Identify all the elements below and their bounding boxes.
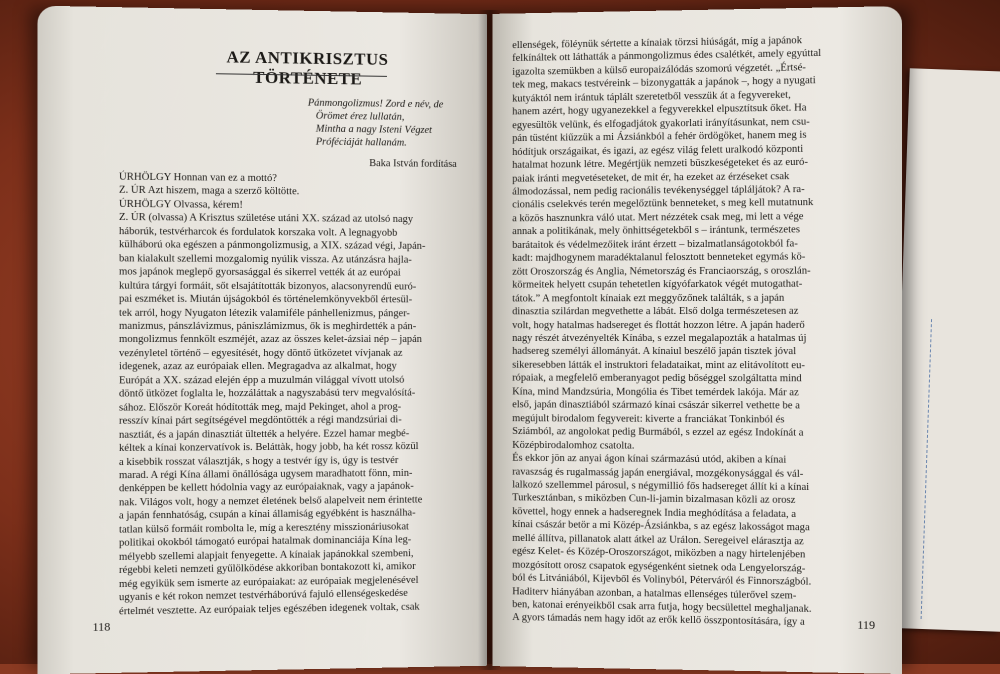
text-line: megújult birodalom fegyvereit: kiverte a franciákat Tonkinból és [512, 412, 785, 426]
text-line: mos japánok meglepő gyorsasággal és sikerrel vették át az európai [118, 266, 401, 279]
text-line: még egyikük sem ismerte az európaiakat: az európaiak megjelenésével [118, 574, 419, 590]
text-line: egész Kelet- és Közép-Oroszországot, miközben a nagy hirtelenjében [512, 546, 806, 561]
text-line: hatalmat hozunk létre. Megértjük nemzeti büszkeségeteket és az euró- [512, 156, 808, 171]
text-line: lalkozó szellemmel párosul, s négymillió fős hadsereget állít ki a kínai [512, 479, 810, 493]
text-line: vezényletel történő – egyesítését, hogy döntő ütközetet vívjanak az [118, 347, 403, 360]
motto [308, 97, 485, 151]
text-line: tek meg, makacs testvéreink – bizonygatták a japánok –, hogy a nyugati [512, 75, 816, 92]
text-line: mongolizmus fennkölt eszméjét, azaz az összes kelet-ázsiai nép – japán [118, 334, 422, 346]
text-line: denképpen be kellett hódolnia vagy az európaiaknak, vagy a japánok- [118, 481, 414, 495]
text-line: Európát a XX. század elején épp a muzulmán világgal vívott utolsó [118, 374, 405, 387]
text-line: hódítjuk országaikat, és igazi, az egész világ felett uralkodó központi [512, 143, 804, 158]
text-line: értelmét vesztette. Az európaiak teljes egészében idegenek voltak, csak [118, 601, 420, 617]
text-line: rópaiak, a megfelelő emberanyagot pedig bőséggel szolgáltatta mind [512, 372, 802, 385]
text-line: kutyáktól nem irántuk táplált szeretetből vesszük át a fegyvereket, [512, 89, 791, 105]
text-line: kéltek a kínai konzervatívok is. Beláttàk, hogy jobb, ha két rossz közül [118, 441, 419, 455]
text-line: annak a politikának, mely önhittségetekből s – irántunk, természetes [512, 224, 800, 238]
text-line: körmeitek helyett csupán tehetetlen kígyófarkatok végét mutogathat- [512, 278, 803, 291]
text-line: ravaszság és rugalmasság japán energiával, mozgékonysággal és vál- [512, 466, 804, 480]
text-line: igazolta szemükben a külső europaizálódás szomorú végzetét. „Értsé- [512, 62, 806, 78]
text-line: barátaitok és védelmezőitek iránt érzett – bizalmatlanságotokból fa- [512, 238, 798, 251]
motto-line: Pánmongolizmus! Zord e név, de [307, 97, 444, 111]
text-line: cionális cselekvés terén megelőztünk benneteket, s meg kell mutatnunk [512, 197, 814, 211]
text-line: tátok.” A megfontolt kínaiak ezt meggyőzőnek találták, s a japán [512, 292, 785, 304]
text-line: manizmus, pánszlávizmus, pániszlámizmus, ők is meghirdették a pán- [118, 320, 417, 333]
text-line: pán tüstént kiűzzük a mi Ázsiánkból a fehér ördögöket, hanem meg is [512, 129, 807, 145]
text-line: hanem azért, hogy ugyanezekkel a fegyverekkel elpusztítsuk őket. Ha [512, 102, 807, 118]
text-line: háborúk, testvérharcok és fordulatok korszaka volt. A legnagyobb [118, 225, 398, 239]
text-line: Z. ÚR (olvassa) A Krisztus születése utáni XX. század az utolsó nagy [118, 212, 414, 226]
text-line: kínai császár betör a mi Közép-Ázsiánkba, s az egész lakosságot maga [512, 519, 810, 534]
text-line: külháború oka egészen a pánmongolizmusig, a XIX. század végi, Japán- [118, 239, 426, 253]
text-line: nagy részét átvezényelték Kínába, s ezzel megalapozták a hatalmas új [512, 332, 807, 344]
text-line: a japán fennhatóság, csupán a kínai államiság egyébként is használha- [118, 507, 416, 522]
right-body-text [512, 33, 887, 632]
text-line: sához. Először Koreát hódították meg, majd Pekinget, ahol a prog- [118, 401, 402, 414]
text-line: ben, katonai erényeikből csak arra futja, hogy becsülettel meghaljanak. [512, 599, 812, 615]
text-line: Z. ÚR Azt hiszem, maga a szerző költötte. [118, 185, 300, 198]
motto-line: Örömet érez lullatán, [315, 110, 405, 123]
text-line: tatlan külső formáit rombolta le, míg a keresztény misszionáriusokat [118, 521, 409, 536]
text-line: Sziámból, az angolokat pedig Burmából, s ezzel az egész Indokínát a [512, 426, 804, 439]
text-line: mélyebb szellemi alapjait fenyegette. A kínaiak japánokkal szembeni, [118, 547, 414, 563]
page-number-left: 118 [92, 619, 111, 634]
text-line: Középbirodalomhoz csatolta. [512, 439, 635, 452]
text-line: kadt: majdhogynem maradéktalanul felosztott benneteket egymás kö- [512, 251, 806, 265]
text-line: ugyanis e két rokon nemzet testvérháborúvá fajuló ellenségeskedése [118, 587, 408, 604]
text-line: mozgósított orosz csapatok egységenként sietnek oda Lengyelország- [512, 559, 806, 575]
text-line: ban kialakult szellemi mozgalomig nyúlik vissza. Az utánzásra hajla- [118, 252, 412, 266]
text-line: ból és Litvániából, Kijevből és Volinyból, Péterváról és Finnországból. [512, 572, 812, 588]
text-line: régebbi keleti nemzeti gyűlölködése akkoriban bontakozott ki, amikor [118, 561, 416, 577]
text-line: volt, hogy hatalmas hadsereget és flottát hozzon létre. A japán haderő [512, 319, 805, 331]
text-line: nasztiát, és a japán dinasztiát ültették a helyére. Ezzel hamar megbé- [118, 427, 410, 441]
left-body-text [119, 171, 487, 619]
text-line: felkínáltek ott láthatták a pánmongolizmus édes csalétkét, amely egyúttal [512, 48, 822, 65]
text-line: álmodozással, nem pedig racionális tevékenységgel tápláljátok? A ra- [512, 183, 805, 198]
text-line: zött Oroszország és Anglia, Németország és Franciaország, s oroszlán- [512, 265, 811, 278]
text-line: ÚRHÖLGY Honnan van ez a mottó? [118, 171, 277, 185]
text-line: Haditerv hiányában azonban, a hatalmas ellenséges túlerővel szem- [512, 585, 797, 602]
text-line: politikai okokból támogató európai hatalmak dominanciája Kína leg- [118, 534, 412, 549]
text-line: tek arról, hogy Nyugaton létezik valamiféle pánhellenizmus, pánger- [118, 307, 410, 319]
text-line: kultúra tárgyi formáit, sőt elsajátították bizonyos, alacsonyrendű euró- [118, 280, 417, 293]
text-line: dinasztia szilárdan megvethette a lábát. Első dolga természetesen az [512, 305, 799, 318]
text-line: nak. Világos volt, hogy a nemzet életének belső alapelveit nem érintette [118, 494, 423, 509]
text-line: Kína, mind Mandzsúria, Mongólia és Tibet temérdek lakója. Már az [512, 386, 799, 399]
text-line: mellé állítva, pillanatok alatt átkel az Urálon. Seregeivel elárasztja az [512, 532, 804, 548]
left-page [37, 6, 486, 674]
page-number-right: 119 [857, 617, 876, 633]
right-page [493, 6, 902, 674]
text-line: marad. A régi Kína állami önállósága ugysem maradhatott fönn, min- [118, 467, 413, 482]
text-line: sikeresebben látták el instruktori feladataikat, mint az elitávolított eu- [512, 359, 806, 372]
text-line: követtel, hogy ennek a hadseregnek India meghódítása a feladata, a [512, 506, 797, 520]
text-line: hadsereg személyi állományát. A kínaiul beszélő japán tisztek jóval [512, 346, 797, 358]
text-line: a kisebbik rosszat választják, s hogy a testvér így is, úgy is testvér [118, 454, 399, 468]
text-line: ellenségek, föléynük sértette a kínaiak törzsi hiúságát, míg a japánok [512, 35, 803, 52]
motto-line: Próféciáját hallanám. [315, 136, 407, 149]
text-line: első, japán dinasztiából származó kínai császár sikerrel vethette be a [512, 399, 800, 412]
text-line: döntő ütközet foglalta le, hozzáláttak a nagyszabású terv megvalósítá- [118, 387, 416, 400]
text-line: A gyors támadás nem hagy időt az erők kellő összpontosítására, így a [512, 612, 805, 629]
text-line: pai eszméket is. Miután újságokból és történelemkönyvekből értesül- [118, 293, 413, 306]
motto-line: Mintha a nagy Isteni Végzet [315, 123, 432, 137]
text-line: resszív kínai párt segítségével megdöntötték a régi mandzsúriai di- [118, 414, 402, 427]
motto-credit: Baka István fordítása [369, 158, 457, 170]
text-line: ÚRHÖLGY Olvassa, kérem! [118, 198, 243, 211]
text-line: És ekkor jön az anyai ágon kínai származású utód, akiben a kínai [512, 452, 787, 466]
text-line: egyesültök velünk, és elfogadjátok gyakorlati irányításunkat, nem csu- [512, 116, 810, 131]
text-line: a közös hasznunkra váló utat. Mert nézzétek csak meg, mi lett a vége [512, 211, 804, 225]
text-line: paiak iránti megvetéseteket, de mit ér, ha ezeket az érzéseket csak [512, 170, 790, 185]
chapter-title: AZ ANTIKRISZTUS TÖRTÉNETE [226, 47, 389, 89]
text-line: idegenek, azaz az európaiak ellen. Megragadva az alkalmat, hogy [118, 361, 397, 373]
text-line: Turkesztánban, s miközben Cun-li-jamin bizalmasan közli az orosz [512, 492, 796, 507]
